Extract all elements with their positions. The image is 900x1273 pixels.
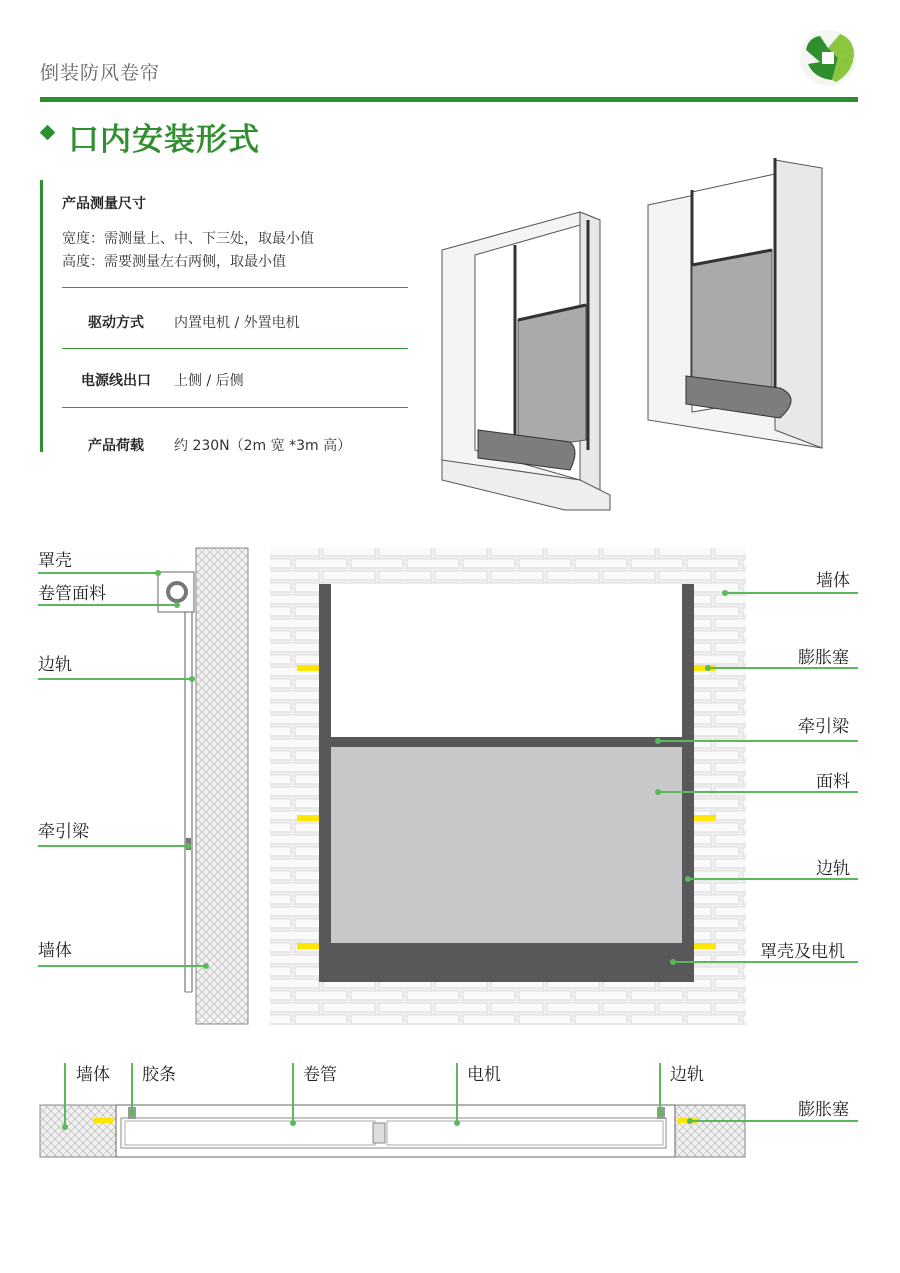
document-header-title: 倒装防风卷帘 [40,62,161,84]
spec-label-load: 产品荷载 [88,438,144,454]
front-label-wall: 墙体 [816,571,850,591]
plan-label-roller-tube: 卷管 [303,1065,337,1085]
front-label-traction-beam: 牵引梁 [798,717,849,737]
side-label-traction-beam: 牵引梁 [38,822,89,842]
spec-divider [62,287,408,288]
front-label-anchor: 膨胀塞 [798,648,849,668]
spec-divider [62,407,408,408]
front-label-fabric: 面料 [816,772,850,792]
measure-width-line: 宽度：需测量上、中、下三处，取最小值 [62,231,314,247]
section-bullet-icon [40,125,56,141]
spec-label-drive: 驱动方式 [88,315,144,331]
side-label-cover: 罩壳 [38,551,72,571]
measure-title: 产品测量尺寸 [62,196,146,212]
plan-label-gasket: 胶条 [142,1065,176,1085]
spec-label-power-outlet: 电源线出口 [81,373,151,389]
section-title: 口内安装形式 [68,122,260,158]
measure-height-line: 高度：需要测量左右两侧，取最小值 [62,254,286,270]
brand-logo [798,28,858,88]
spec-divider [62,348,408,349]
plan-label-anchor: 膨胀塞 [798,1100,849,1120]
plan-label-wall: 墙体 [76,1065,110,1085]
plan-label-side-rail: 边轨 [670,1065,704,1085]
spec-value-power-outlet: 上侧 / 后侧 [174,373,244,389]
front-label-side-rail: 边轨 [816,859,850,879]
side-label-roller-fabric: 卷管面料 [38,584,106,604]
spec-value-load: 约 230N（2m 宽 *3m 高） [174,438,352,454]
info-side-bar [40,180,43,452]
spec-value-drive: 内置电机 / 外置电机 [174,315,300,331]
side-section-diagram [30,540,260,1040]
side-label-wall: 墙体 [38,941,72,961]
header-rule [40,97,858,102]
front-label-cover-motor: 罩壳及电机 [760,942,845,962]
isometric-install-illustration [430,150,850,520]
plan-label-motor: 电机 [467,1065,501,1085]
side-label-side-rail: 边轨 [38,655,72,675]
